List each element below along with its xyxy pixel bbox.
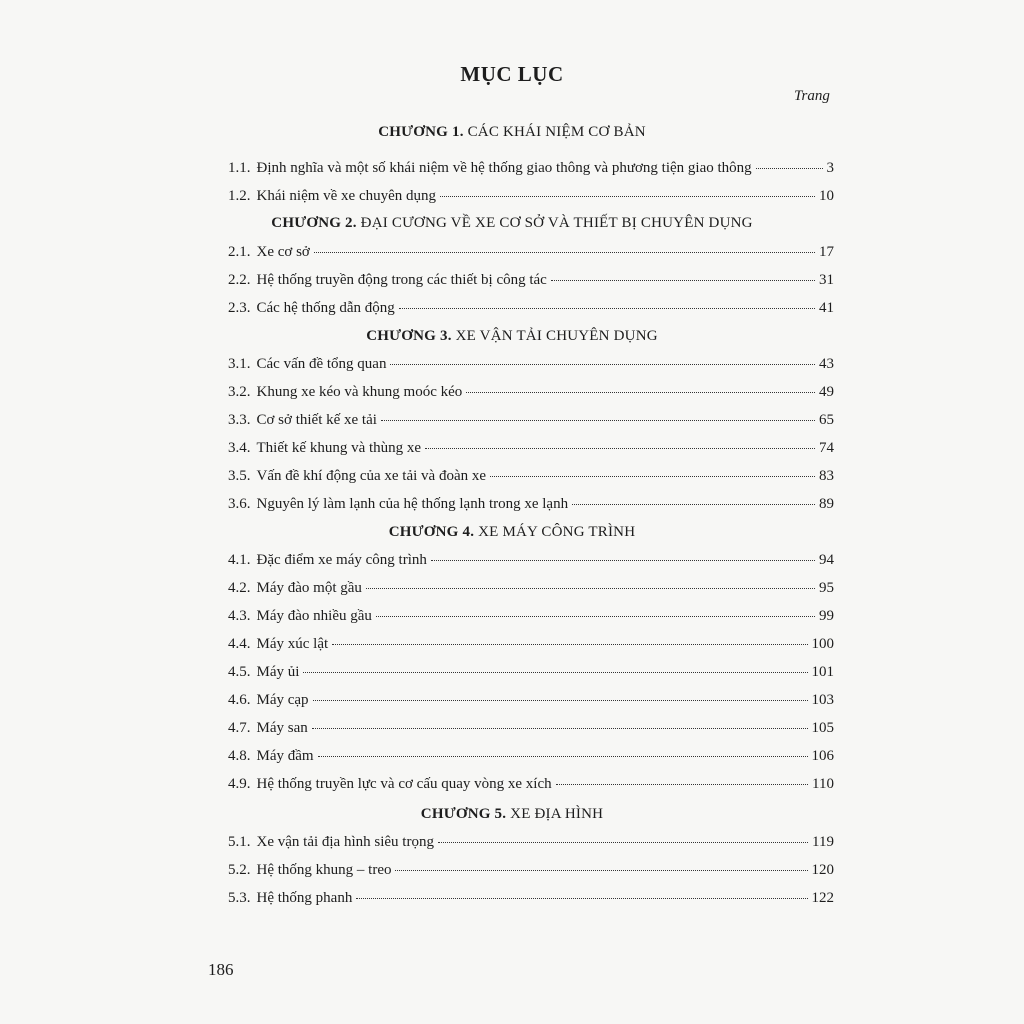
toc-entry-page: 119	[812, 834, 834, 850]
toc-entry-page: 17	[819, 244, 834, 260]
toc-entry	[228, 776, 834, 796]
chapter-title: CÁC KHÁI NIỆM CƠ BẢN	[467, 124, 646, 140]
dot-leader	[425, 448, 815, 449]
toc-entry-label: Nguyên lý làm lạnh của hệ thống lạnh trong xe lạnh	[256, 496, 569, 512]
dot-leader	[556, 784, 808, 785]
toc-entry	[228, 440, 834, 460]
toc-entry-label: Hệ thống phanh	[256, 890, 353, 906]
toc-entry	[228, 862, 834, 882]
dot-leader	[466, 392, 815, 393]
toc-entry-label: Máy đầm	[256, 748, 314, 764]
dot-leader	[313, 700, 808, 701]
toc-entry-label: Máy cạp	[256, 692, 309, 708]
dot-leader	[756, 168, 823, 169]
dot-leader	[332, 644, 807, 645]
toc-entry-number: 2.1.	[228, 244, 251, 260]
page-title: MỤC LỤC	[460, 62, 564, 86]
toc-entry-label: Xe vận tải địa hình siêu trọng	[256, 834, 434, 850]
chapter-number: CHƯƠNG 3.	[366, 328, 452, 344]
toc-entry	[228, 692, 834, 712]
toc-entry-page: 122	[811, 890, 834, 906]
toc-entry-label: Cơ sở thiết kế xe tải	[256, 412, 377, 428]
toc-entry-page: 95	[819, 580, 834, 596]
toc-entry-number: 5.3.	[228, 890, 251, 906]
toc-entry	[228, 496, 834, 516]
dot-leader	[431, 560, 815, 561]
dot-leader	[314, 252, 815, 253]
chapter-number: CHƯƠNG 4.	[388, 524, 475, 540]
toc-entry	[228, 636, 834, 656]
toc-entry-number: 2.3.	[228, 300, 251, 316]
toc-entry	[228, 890, 834, 910]
dot-leader	[376, 616, 815, 617]
toc-entry-page: 65	[819, 412, 834, 428]
toc-entry-number: 3.4.	[228, 440, 251, 456]
toc-entry	[228, 356, 834, 376]
toc-entry-number: 3.2.	[228, 384, 251, 400]
toc-entry	[228, 608, 834, 628]
toc-entry	[228, 580, 834, 600]
toc-entry	[228, 720, 834, 740]
toc-entry-label: Hệ thống khung – treo	[256, 862, 392, 878]
toc-entry-number: 4.1.	[228, 552, 251, 568]
toc-entry	[228, 748, 834, 768]
toc-entry-number: 4.5.	[228, 664, 251, 680]
toc-entry-page: 49	[819, 384, 834, 400]
dot-leader	[399, 308, 815, 309]
toc-entry-number: 4.9.	[228, 776, 251, 792]
toc-entry-label: Các hệ thống dẫn động	[256, 300, 395, 316]
toc-entry-label: Máy đào một gầu	[256, 580, 362, 596]
dot-leader	[438, 842, 808, 843]
toc-entry-page: 83	[819, 468, 834, 484]
dot-leader	[318, 756, 808, 757]
chapter-heading	[0, 124, 1024, 141]
toc-entry	[228, 188, 834, 208]
dot-leader	[490, 476, 815, 477]
dot-leader	[551, 280, 815, 281]
toc-entry-page: 110	[812, 776, 834, 792]
page-number: 186	[208, 960, 234, 979]
toc-entry-page: 100	[811, 636, 834, 652]
toc-entry-number: 5.2.	[228, 862, 251, 878]
toc-entry-label: Định nghĩa và một số khái niệm về hệ thống giao thông và phương tiện giao thông	[256, 160, 752, 176]
toc-entry-page: 74	[819, 440, 834, 456]
toc-entry-label: Thiết kế khung và thùng xe	[256, 440, 422, 456]
dot-leader	[356, 898, 807, 899]
toc-entry-number: 4.4.	[228, 636, 251, 652]
toc-entry-number: 1.2.	[228, 188, 251, 204]
chapter-number: CHƯƠNG 1.	[378, 124, 464, 140]
toc-entry-number: 3.5.	[228, 468, 251, 484]
toc-entry-number: 4.3.	[228, 608, 251, 624]
dot-leader	[572, 504, 815, 505]
toc-entry-page: 103	[811, 692, 834, 708]
chapter-title: XE VẬN TẢI CHUYÊN DỤNG	[455, 328, 658, 344]
dot-leader	[381, 420, 815, 421]
toc-entry-label: Vấn đề khí động của xe tải và đoàn xe	[256, 468, 487, 484]
toc-entry	[228, 244, 834, 264]
toc-entry-page: 120	[811, 862, 834, 878]
toc-entry-label: Khái niệm về xe chuyên dụng	[256, 188, 437, 204]
toc-entry	[228, 160, 834, 180]
toc-entry-number: 4.8.	[228, 748, 251, 764]
chapter-number: CHƯƠNG 2.	[271, 215, 357, 231]
toc-entry-page: 105	[811, 720, 834, 736]
chapter-number: CHƯƠNG 5.	[420, 806, 507, 822]
chapter-heading	[0, 524, 1024, 541]
toc-entry-label: Hệ thống truyền động trong các thiết bị công tác	[256, 272, 547, 288]
toc-entry-label: Khung xe kéo và khung moóc kéo	[256, 384, 463, 400]
toc-entry-number: 5.1.	[228, 834, 251, 850]
toc-entry-number: 1.1.	[228, 160, 251, 176]
chapter-title: XE ĐỊA HÌNH	[510, 806, 604, 822]
toc-entry	[228, 552, 834, 572]
toc-entry-page: 106	[811, 748, 834, 764]
page-column-label: Trang	[794, 88, 830, 104]
toc-entry-label: Xe cơ sở	[256, 244, 310, 260]
toc-entry-number: 3.6.	[228, 496, 251, 512]
toc-entry	[228, 468, 834, 488]
toc-entry	[228, 412, 834, 432]
toc-entry-number: 2.2.	[228, 272, 251, 288]
dot-leader	[366, 588, 815, 589]
toc-entry-page: 10	[819, 188, 834, 204]
chapter-heading	[0, 215, 1024, 232]
dot-leader	[440, 196, 815, 197]
toc-entry-number: 3.3.	[228, 412, 251, 428]
toc-entry	[228, 384, 834, 404]
toc-entry	[228, 664, 834, 684]
dot-leader	[303, 672, 807, 673]
chapter-title: ĐẠI CƯƠNG VỀ XE CƠ SỞ VÀ THIẾT BỊ CHUYÊN DỤNG	[360, 215, 753, 231]
toc-entry-label: Máy san	[256, 720, 308, 736]
toc-entry-page: 99	[819, 608, 834, 624]
toc-entry	[228, 300, 834, 320]
toc-entry-number: 4.2.	[228, 580, 251, 596]
toc-entry-label: Đặc điểm xe máy công trình	[256, 552, 427, 568]
toc-entry-page: 41	[819, 300, 834, 316]
chapter-title: XE MÁY CÔNG TRÌNH	[478, 524, 636, 540]
toc-entry	[228, 272, 834, 292]
dot-leader	[312, 728, 808, 729]
toc-entry-label: Máy đào nhiều gầu	[256, 608, 372, 624]
toc-entry	[228, 834, 834, 854]
toc-entry-page: 101	[811, 664, 834, 680]
toc-entry-label: Các vấn đề tổng quan	[256, 356, 387, 372]
dot-leader	[395, 870, 807, 871]
toc-entry-page: 89	[819, 496, 834, 512]
toc-entry-page: 31	[819, 272, 834, 288]
chapter-heading	[0, 328, 1024, 345]
toc-entry-label: Máy xúc lật	[256, 636, 329, 652]
toc-entry-page: 43	[819, 356, 834, 372]
toc-entry-page: 3	[826, 160, 834, 176]
toc-entry-number: 4.6.	[228, 692, 251, 708]
dot-leader	[390, 364, 815, 365]
toc-entry-label: Hệ thống truyền lực và cơ cấu quay vòng xe xích	[256, 776, 552, 792]
toc-entry-number: 3.1.	[228, 356, 251, 372]
toc-entry-label: Máy ủi	[256, 664, 300, 680]
chapter-heading	[0, 806, 1024, 823]
toc-entry-page: 94	[819, 552, 834, 568]
toc-entry-number: 4.7.	[228, 720, 251, 736]
